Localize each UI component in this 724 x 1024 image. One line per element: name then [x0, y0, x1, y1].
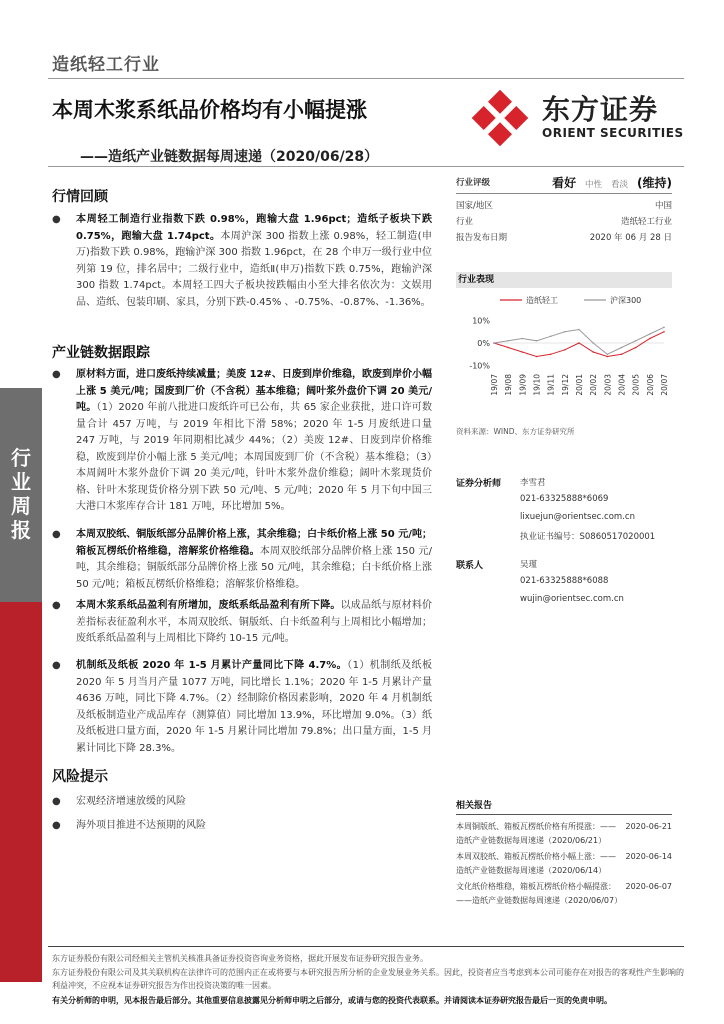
data-point: [536, 340, 538, 342]
data-point: [493, 342, 495, 344]
x-tick-label: 20/01: [575, 374, 584, 396]
chain-item-raw-material: [52, 367, 432, 516]
risk-item: [52, 818, 432, 835]
chain-item-text: 以成品纸与原材料价差指标表征盈利水平，本周双胶纸、铜版纸、白卡纸盈利与上周相比小幅增加；废纸系纸品盈利与上周相比下降约 10-15 元/吨。: [76, 600, 433, 644]
data-point: [607, 356, 609, 358]
report-title: 本周木浆系纸品价格均有小幅提涨: [52, 98, 367, 122]
data-point: [663, 331, 665, 333]
rating-good: 看好: [552, 176, 577, 190]
contact-block: [456, 558, 672, 608]
rating-table: [456, 172, 672, 246]
chart-source: 资料来源：WIND、东方证券研究所: [456, 427, 575, 436]
bullet-icon: ●: [52, 820, 61, 831]
contact-label: 联系人: [456, 561, 484, 571]
related-date: 2020-06-07: [625, 882, 672, 891]
x-tick-label: 20/07: [660, 374, 669, 396]
top-divider: [48, 78, 684, 79]
data-point: [621, 347, 623, 349]
analyst-name: 李雪君: [520, 478, 546, 488]
data-point: [578, 329, 580, 331]
bullet-icon: ●: [52, 214, 61, 225]
disclaimer-line-1: 东方证券股份有限公司经相关主管机关核准具备证券投资咨询业务资格，据此开展发布证券研究报告业务。: [52, 954, 428, 963]
info-key: 国家/地区: [456, 201, 493, 211]
related-title[interactable]: 本周铜版纸、箱板瓦楞纸价格有所提涨：——造纸产业链数据每周速递（2020/06/21）: [456, 822, 616, 845]
logo-name-en: ORIENT SECURITIES: [542, 126, 684, 140]
related-item[interactable]: [456, 850, 672, 877]
info-row: [456, 214, 672, 230]
info-value: 2020 年 06 月 28 日: [589, 233, 672, 243]
header-divider: [48, 166, 684, 167]
report-subtitle: ——造纸产业链数据每周速递（2020/06/28）: [80, 149, 379, 165]
contact-email[interactable]: wujin@orientsec.com.cn: [520, 594, 624, 604]
data-point: [635, 340, 637, 342]
rating-keep: (维持): [637, 176, 672, 190]
market-review-heading: 行情回顾: [52, 189, 108, 205]
x-tick-label: 19/09: [518, 374, 528, 396]
chain-item-paper-price: [52, 527, 432, 593]
data-point: [507, 340, 509, 342]
data-point: [550, 335, 552, 337]
series-line: [494, 327, 664, 354]
series-line: [494, 332, 664, 357]
performance-chart: [456, 292, 672, 422]
data-point: [621, 353, 623, 355]
data-point: [550, 353, 552, 355]
x-tick-label: 19/08: [504, 374, 514, 396]
x-tick-label: 19/10: [532, 374, 542, 396]
analyst-email[interactable]: lixuejun@orientsec.com.cn: [520, 512, 635, 522]
contact-name: 吴瑾: [520, 560, 538, 570]
rating-values: [552, 172, 672, 193]
x-tick-label: 19/12: [560, 374, 570, 396]
y-tick-label: -10%: [469, 361, 490, 371]
risk-text: 海外项目推进不达预期的风险: [76, 820, 206, 831]
analyst-block: [456, 476, 672, 546]
x-tick-label: 20/03: [603, 374, 613, 396]
data-point: [522, 338, 524, 340]
contact-phone: 021-63325888*6088: [520, 576, 609, 586]
risk-text: 宏观经济增速放缓的风险: [76, 796, 186, 807]
chain-heading: 产业链数据跟踪: [52, 345, 150, 361]
rating-label: 行业评级: [456, 178, 491, 188]
report-type-label: 行业周报: [11, 446, 31, 542]
rating-row: [456, 172, 672, 194]
chain-item-profit: [52, 598, 432, 648]
data-point: [536, 356, 538, 358]
info-row: [456, 230, 672, 246]
x-tick-label: 20/05: [631, 374, 641, 396]
info-key: 行业: [456, 217, 474, 227]
disclaimer-line-3: 有关分析师的申明，见本报告最后部分。其他重要信息披露见分析师申明之后部分，或请与您的投资代表联系。并请阅读本证券研究报告最后一页的免责申明。: [52, 996, 612, 1005]
related-date: 2020-06-21: [625, 822, 672, 831]
chain-item-text: 本周双胶纸部分品牌价格上涨 150 元/吨，其余维稳；铜版纸部分品牌价格上涨 50 元/吨，其余维稳；白卡纸价格上涨 50 元/吨；箱板瓦楞纸价格维稳；溶解浆价格维稳。: [76, 545, 432, 590]
data-point: [522, 351, 524, 353]
performance-heading: 行业表现: [456, 272, 672, 288]
related-date: 2020-06-14: [625, 852, 672, 861]
data-point: [564, 331, 566, 333]
chain-item-output: [52, 658, 432, 757]
chain-item-bold: 原材料方面，进口废纸持续减量；美废 12#、日废到岸价维稳，欧废到岸价小幅上涨 5 美元/吨；国废到厂价（不含税）基本维稳；阔叶浆外盘价下调 20 美元/吨。: [76, 369, 432, 413]
report-category-tag: 【行业・证券研究报告】: [8, 830, 30, 934]
bullet-icon: ●: [52, 660, 61, 671]
bullet-icon: ●: [52, 796, 61, 807]
data-point: [649, 338, 651, 340]
analyst-license: 执业证书编号：S0860517020001: [520, 532, 656, 542]
data-point: [507, 347, 509, 349]
data-point: [649, 333, 651, 335]
chain-item-bold: 本周双胶纸、铜版纸部分品牌价格上涨，其余维稳；白卡纸价格上涨 50 元/吨；箱板瓦楞纸价格维稳，溶解浆价格维稳。: [76, 529, 432, 557]
orient-logo-icon: [470, 88, 530, 148]
data-point: [578, 342, 580, 344]
y-tick-label: 10%: [472, 316, 490, 326]
bullet-icon: ●: [52, 369, 61, 380]
legend-label: 沪深300: [610, 296, 642, 305]
x-tick-label: 19/07: [490, 374, 499, 396]
related-reports: [456, 798, 672, 910]
related-title[interactable]: 本周双胶纸、箱板瓦楞纸价格小幅上涨：——造纸产业链数据每周速递（2020/06/14）: [456, 852, 616, 875]
related-item[interactable]: [456, 820, 672, 847]
related-item[interactable]: [456, 880, 672, 907]
chain-item-text: （1）机制纸及纸板 2020 年 5 月当月产量 1077 万吨，同比增长 1.1%；2020 年 1-5 月累计产量 4636 万吨，同比下降 4.7%。（2）经制除价格因素影响，2020 年 4 月机制纸及纸板制造业产成品库存（测算值）同比增加 13.9%，环比增加 9.0%。（3）纸及纸板进口量方面，2020 年 1-5 月累计同比增加 79.8%；出口量方面，1-5 月累计同比下降 28.3%。: [76, 660, 432, 754]
market-review-bold: 本周轻工制造行业指数下跌 0.98%，跑输大盘 1.96pct；造纸子板块下跌 0.75%，跑输大盘 1.74pct。: [76, 214, 432, 242]
bullet-icon: ●: [52, 529, 61, 540]
info-key: 报告发布日期: [456, 233, 508, 243]
x-tick-label: 19/11: [546, 374, 556, 396]
rating-bad: 看淡: [611, 180, 629, 190]
data-point: [607, 353, 609, 355]
data-point: [592, 351, 594, 353]
chain-item-text: （1）2020 年前八批进口废纸许可已公布，共 65 家企业获批，进口许可数量合计 457 万吨，与 2019 年相比下滑 58%；2020 年 1-5 月废纸进口量 247 万吨，与 2019 年同期相比减少 44%；（2）美废 12#、日废到岸价格维稳，欧废到岸价小幅上涨 5 美元/吨；本周国废到厂价（不含税）基本维稳；（3）本周阔叶木浆外盘价下调 20 美元/吨，针叶木浆外盘价维稳；阔叶木浆现货价格、针叶木浆现货价格分别下跌 50 元/吨、5 元/吨；2020 年 5 月下旬中国三大港口木浆库存合计 181 万吨，环比增加 5%。: [76, 402, 432, 512]
x-tick-label: 20/02: [589, 374, 599, 396]
risk-heading: 风险提示: [52, 769, 108, 785]
analyst-label: 证券分析师: [456, 479, 502, 489]
x-tick-label: 20/04: [617, 374, 627, 396]
bullet-icon: ●: [52, 600, 61, 611]
info-value: 造纸轻工行业: [620, 217, 672, 227]
chain-item-bold: 机制纸及纸板 2020 年 1-5 月累计产量同比下降 4.7%。: [76, 660, 348, 671]
disclaimer-line-2: 东方证券股份有限公司及其关联机构在法律许可的范围内正在或将要与本研究报告所分析的企业发展业务关系。因此，投资者应当考虑到本公司可能存在对报告的客观性产生影响的利益冲突，不应视本证券研究报告为作出投资决策的唯一因素。: [52, 968, 684, 990]
related-title[interactable]: 文化纸价格维稳，箱板瓦楞纸价格小幅提涨：——造纸产业链数据每周速递（2020/06/07）: [456, 882, 623, 905]
legend-label: 造纸轻工: [526, 296, 558, 305]
data-point: [564, 349, 566, 351]
data-point: [592, 342, 594, 344]
company-logo: [470, 88, 690, 148]
market-review-text: 本周沪深 300 指数上涨 0.98%，轻工制造(申万)指数下跌 0.98%，跑输沪深 300 指数 1.96pct，在 28 个申万一级行业中位列第 19 位，排名居中；二级行业中，造纸Ⅱ(申万)指数下跌 0.75%，跑输沪深 300 指数 1.74pct。本周轻工四大子板块按跌幅由小至大排名依次为：文娱用品、造纸、包装印刷、家具，分别下跌-0.45% 、-0.75%、-0.87%、-1.36%。: [76, 230, 432, 308]
rating-neutral: 中性: [585, 180, 603, 190]
sector-label: 造纸轻工行业: [52, 55, 160, 75]
data-point: [635, 347, 637, 349]
market-review-bullet: [52, 212, 432, 311]
data-point: [663, 326, 665, 328]
footer-divider: [48, 946, 684, 947]
related-heading: 相关报告: [456, 798, 672, 815]
risk-item: [52, 794, 432, 811]
info-value: 中国: [654, 201, 672, 211]
info-row: [456, 198, 672, 214]
x-tick-label: 20/06: [645, 374, 655, 396]
y-tick-label: 0%: [477, 339, 490, 348]
logo-name-cn: 东方证券: [542, 93, 659, 126]
analyst-phone: 021-63325888*6069: [520, 494, 609, 504]
chain-item-bold: 本周木浆系纸品盈利有所增加，废纸系纸品盈利有所下降。: [76, 600, 341, 611]
